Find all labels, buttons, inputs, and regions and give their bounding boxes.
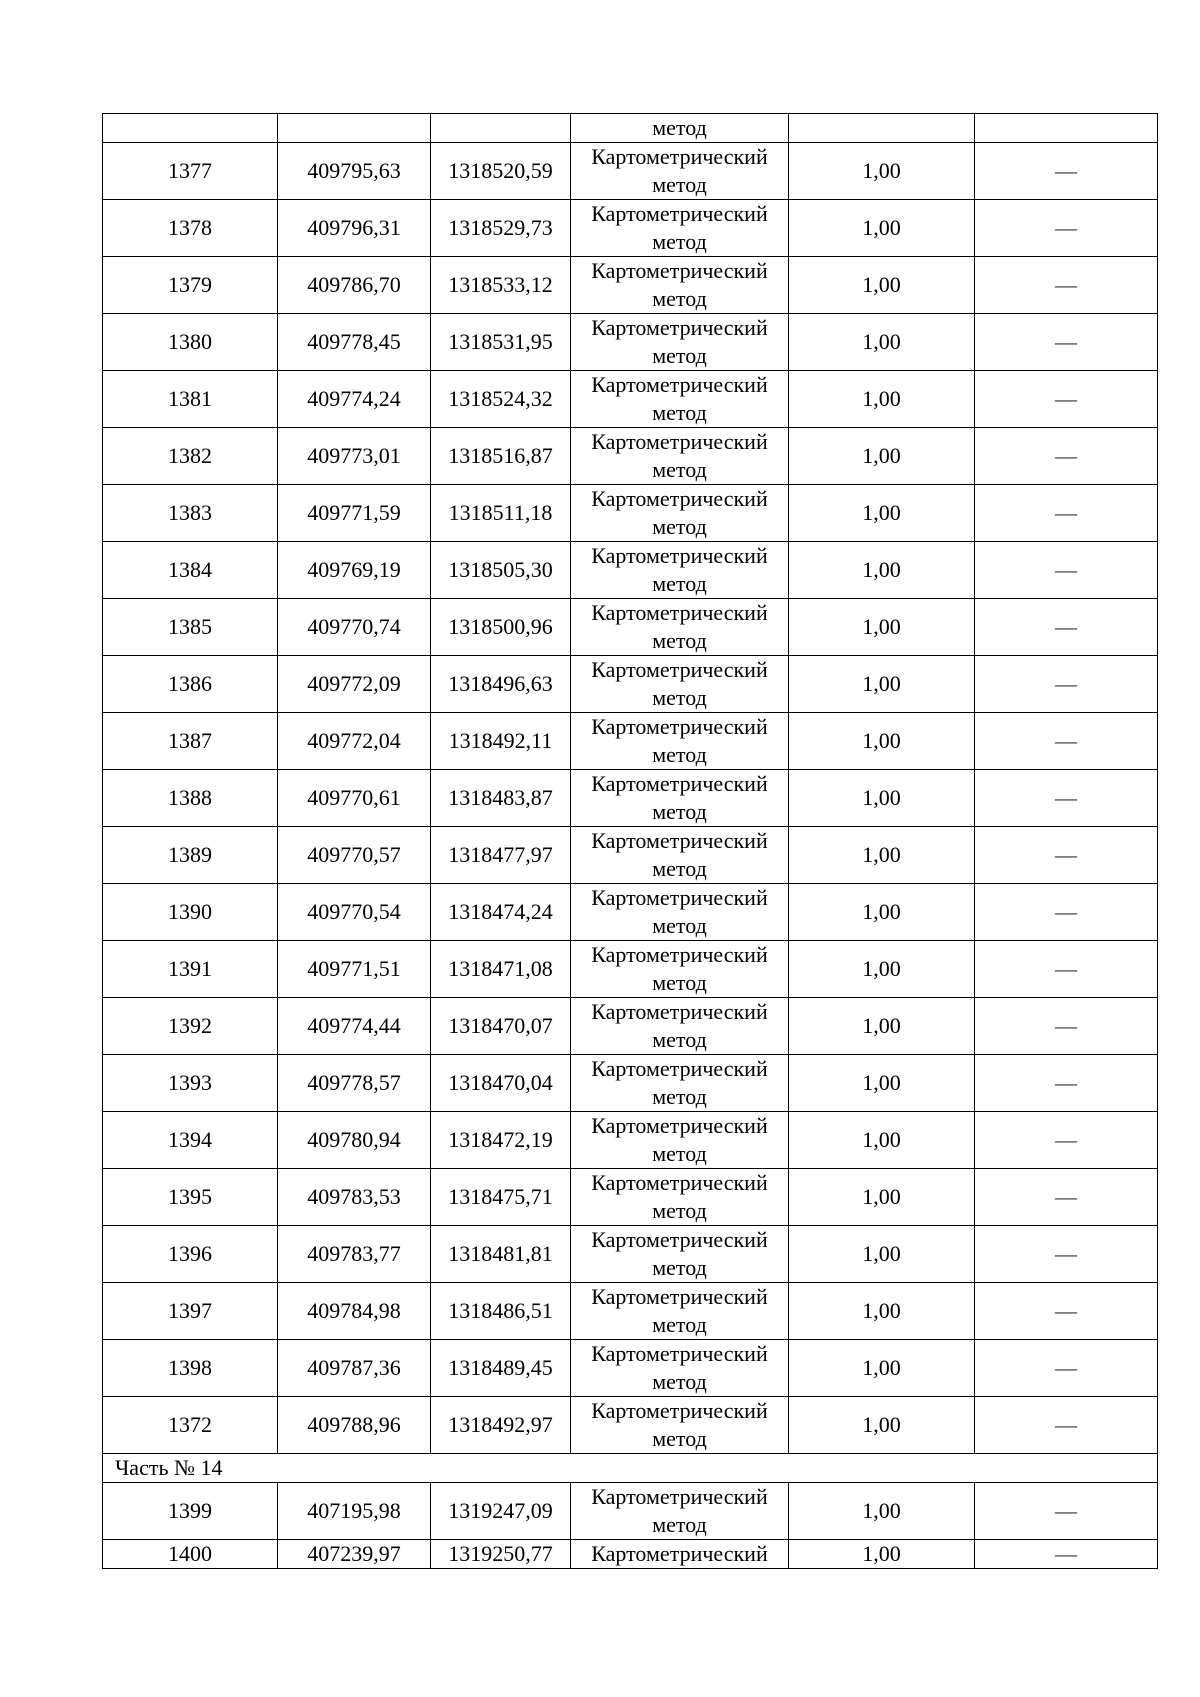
cell-y: 1318486,51 [431,1283,571,1340]
cell-id: 1390 [103,884,278,941]
method-line-2: метод [652,172,707,197]
table-row [103,1055,1158,1112]
method-line-2: метод [652,970,707,995]
cell-accuracy: 1,00 [789,998,975,1055]
cell-id: 1386 [103,656,278,713]
method-line-1: Картометрический [591,714,768,739]
cell-id: 1392 [103,998,278,1055]
cell-accuracy: 1,00 [789,257,975,314]
cell-x: 409774,44 [278,998,431,1055]
method-line-1: Картометрический [591,999,768,1024]
cell-note: — [975,599,1158,656]
table-body [103,114,1158,1569]
cell-accuracy: 1,00 [789,1112,975,1169]
cell-accuracy: 1,00 [789,485,975,542]
table-row [103,1397,1158,1454]
table-row [103,257,1158,314]
cell-id: 1396 [103,1226,278,1283]
cell-accuracy: 1,00 [789,200,975,257]
table-row [103,1283,1158,1340]
table-row [103,599,1158,656]
method-line-2: метод [652,1198,707,1223]
cell-y: 1318477,97 [431,827,571,884]
cell-method [571,1055,789,1112]
cell-id: 1372 [103,1397,278,1454]
cell-x: 409788,96 [278,1397,431,1454]
method-line-2: метод [652,571,707,596]
cell-x: 409769,19 [278,542,431,599]
cell-accuracy: 1,00 [789,371,975,428]
table-row [103,1340,1158,1397]
method-line-2: метод [652,1369,707,1394]
method-line-1: Картометрический [591,258,768,283]
cell-y: 1318500,96 [431,599,571,656]
method-line-1: Картометрический [591,828,768,853]
cell-x: 409787,36 [278,1340,431,1397]
method-line-1: Картометрический [591,486,768,511]
cell-id: 1394 [103,1112,278,1169]
cell-x: 409774,24 [278,371,431,428]
cell-note: — [975,1112,1158,1169]
cell-x: 409771,59 [278,485,431,542]
cell-id: 1377 [103,143,278,200]
cell-accuracy: 1,00 [789,1169,975,1226]
method-line-1: Картометрический [591,429,768,454]
cell-y: 1319247,09 [431,1483,571,1540]
cell-x: 409770,74 [278,599,431,656]
cell-note: — [975,1169,1158,1226]
cell-id: 1378 [103,200,278,257]
cell-x: 409778,45 [278,314,431,371]
method-line-1: Картометрический [591,201,768,226]
table-row [103,314,1158,371]
method-line-2: метод [652,1312,707,1337]
method-line-1: Картометрический [591,1056,768,1081]
method-line-1: Картометрический [591,1170,768,1195]
cell-y: 1318489,45 [431,1340,571,1397]
cell-y: 1318516,87 [431,428,571,485]
cell-method [571,1340,789,1397]
cell-method [571,884,789,941]
cell-note: — [975,428,1158,485]
cell-y: 1318472,19 [431,1112,571,1169]
method-line-2: метод [652,1255,707,1280]
cell-note: — [975,770,1158,827]
method-line-2: метод [652,1512,707,1537]
method-line-1: Картометрический [591,771,768,796]
cell-accuracy: 1,00 [789,656,975,713]
cell-x: 409770,54 [278,884,431,941]
cell-y: 1318520,59 [431,143,571,200]
cell-x [278,114,431,143]
cell-y: 1318471,08 [431,941,571,998]
cell-y: 1318511,18 [431,485,571,542]
cell-method [571,1169,789,1226]
cell-method [571,428,789,485]
table-row [103,200,1158,257]
cell-method [571,1397,789,1454]
cell-y: 1318531,95 [431,314,571,371]
method-line-1: Картометрический [591,885,768,910]
cell-note: — [975,884,1158,941]
method-line-2: метод [652,856,707,881]
cell-x: 409778,57 [278,1055,431,1112]
table-row [103,371,1158,428]
cell-accuracy: 1,00 [789,941,975,998]
cell-method [571,1226,789,1283]
cell-x: 409770,61 [278,770,431,827]
cell-id: 1399 [103,1483,278,1540]
method-line-2: метод [652,685,707,710]
cell-method [571,1283,789,1340]
cell-x: 409784,98 [278,1283,431,1340]
cell-id: 1381 [103,371,278,428]
method-line-1: Картометрический [591,942,768,967]
table-row [103,143,1158,200]
table-row [103,1226,1158,1283]
cell-note: — [975,1397,1158,1454]
method-line-1: Картометрический [591,600,768,625]
cell-id: 1398 [103,1340,278,1397]
cell-y: 1318483,87 [431,770,571,827]
table-row [103,713,1158,770]
table-row [103,1540,1158,1569]
cell-note: — [975,998,1158,1055]
table-row [103,1169,1158,1226]
method-line-2: метод [652,913,707,938]
cell-method [571,941,789,998]
cell-note: — [975,827,1158,884]
cell-id: 1384 [103,542,278,599]
method-line-1: Картометрический [591,1341,768,1366]
cell-note: — [975,257,1158,314]
cell-id: 1385 [103,599,278,656]
cell-y: 1318492,97 [431,1397,571,1454]
cell-note: — [975,1483,1158,1540]
method-line-2: метод [652,1027,707,1052]
cell-id: 1387 [103,713,278,770]
cell-note: — [975,200,1158,257]
cell-method [571,1112,789,1169]
cell-id: 1397 [103,1283,278,1340]
cell-note: — [975,143,1158,200]
cell-method [571,656,789,713]
cell-note: — [975,542,1158,599]
table-row [103,485,1158,542]
cell-method [571,371,789,428]
method-line-2: метод [652,742,707,767]
method-line-2: метод [652,457,707,482]
cell-x: 409795,63 [278,143,431,200]
method-line-1: Картометрический [591,543,768,568]
cell-id: 1391 [103,941,278,998]
method-line-2: метод [652,400,707,425]
cell-x: 409773,01 [278,428,431,485]
cell-y: 1319250,77 [431,1540,571,1569]
part-label: Часть № 14 [103,1454,1158,1483]
cell-method-tail: метод [571,114,789,143]
method-line-2: метод [652,799,707,824]
method-line-1: Картометрический [591,1227,768,1252]
cell-accuracy: 1,00 [789,827,975,884]
cell-x: 409780,94 [278,1112,431,1169]
continued-row [103,114,1158,143]
cell-id: 1382 [103,428,278,485]
method-line-2: метод [652,229,707,254]
cell-accuracy [789,114,975,143]
method-line-1: Картометрический [591,144,768,169]
method-line-1: Картометрический [591,657,768,682]
cell-note [975,114,1158,143]
method-line-2: метод [652,628,707,653]
cell-method [571,599,789,656]
cell-method [571,143,789,200]
cell-method [571,542,789,599]
table-row [103,884,1158,941]
cell-method [571,314,789,371]
cell-id: 1395 [103,1169,278,1226]
cell-note: — [975,713,1158,770]
cell-accuracy: 1,00 [789,314,975,371]
cell-id: 1389 [103,827,278,884]
cell-y: 1318470,04 [431,1055,571,1112]
cell-y: 1318505,30 [431,542,571,599]
method-line-1: Картометрический [591,1113,768,1138]
cell-note: — [975,314,1158,371]
table-row [103,428,1158,485]
cell-x: 409783,77 [278,1226,431,1283]
cell-accuracy: 1,00 [789,1283,975,1340]
cell-y: 1318529,73 [431,200,571,257]
cell-id: 1400 [103,1540,278,1569]
cell-note: — [975,1540,1158,1569]
method-line-1: Картометрический [591,1398,768,1423]
cell-x: 409771,51 [278,941,431,998]
cell-accuracy: 1,00 [789,599,975,656]
cell-accuracy: 1,00 [789,1483,975,1540]
table-row [103,542,1158,599]
table-row [103,656,1158,713]
cell-y: 1318475,71 [431,1169,571,1226]
cell-y [431,114,571,143]
cell-note: — [975,1283,1158,1340]
cell-y: 1318492,11 [431,713,571,770]
cell-accuracy: 1,00 [789,1397,975,1454]
cell-id: 1380 [103,314,278,371]
table-row [103,1112,1158,1169]
method-line-2: метод [652,1084,707,1109]
method-line-2: метод [652,286,707,311]
part-header-row [103,1454,1158,1483]
table-row [103,1483,1158,1540]
cell-method [571,257,789,314]
cell-note: — [975,1340,1158,1397]
cell-y: 1318481,81 [431,1226,571,1283]
method-line-1: Картометрический [591,1284,768,1309]
cell-x: 409786,70 [278,257,431,314]
cell-id: 1388 [103,770,278,827]
cell-x: 409783,53 [278,1169,431,1226]
cell-accuracy: 1,00 [789,1540,975,1569]
method-line-1: Картометрический [591,315,768,340]
cell-x: 407239,97 [278,1540,431,1569]
method-line-2: метод [652,343,707,368]
cell-x: 409772,04 [278,713,431,770]
table-row [103,770,1158,827]
cell-y: 1318533,12 [431,257,571,314]
table-row [103,827,1158,884]
cell-accuracy: 1,00 [789,770,975,827]
method-line-2: метод [652,1141,707,1166]
cell-y: 1318496,63 [431,656,571,713]
cell-accuracy: 1,00 [789,143,975,200]
method-line-1: Картометрический [591,372,768,397]
cell-id: 1393 [103,1055,278,1112]
cell-x: 409796,31 [278,200,431,257]
cell-accuracy: 1,00 [789,713,975,770]
cell-accuracy: 1,00 [789,1226,975,1283]
cell-method [571,827,789,884]
cell-y: 1318474,24 [431,884,571,941]
cell-method [571,1540,789,1569]
cell-method [571,998,789,1055]
cell-x: 409770,57 [278,827,431,884]
method-line-2: метод [652,514,707,539]
cell-y: 1318470,07 [431,998,571,1055]
cell-accuracy: 1,00 [789,884,975,941]
cell-note: — [975,1055,1158,1112]
method-line-2: метод [652,1426,707,1451]
method-line-1: Картометрический [591,1541,768,1566]
cell-x: 407195,98 [278,1483,431,1540]
cell-method [571,1483,789,1540]
cell-id [103,114,278,143]
cell-note: — [975,1226,1158,1283]
method-line-1: Картометрический [591,1484,768,1509]
cell-note: — [975,941,1158,998]
table-row [103,941,1158,998]
cell-accuracy: 1,00 [789,542,975,599]
cell-method [571,713,789,770]
cell-note: — [975,485,1158,542]
cell-id: 1379 [103,257,278,314]
cell-note: — [975,371,1158,428]
cell-id: 1383 [103,485,278,542]
cell-method [571,770,789,827]
cell-accuracy: 1,00 [789,1340,975,1397]
cell-accuracy: 1,00 [789,1055,975,1112]
cell-accuracy: 1,00 [789,428,975,485]
table-row [103,998,1158,1055]
cell-method [571,485,789,542]
cell-method [571,200,789,257]
cell-y: 1318524,32 [431,371,571,428]
cell-x: 409772,09 [278,656,431,713]
cell-note: — [975,656,1158,713]
coordinates-table [102,113,1158,1569]
